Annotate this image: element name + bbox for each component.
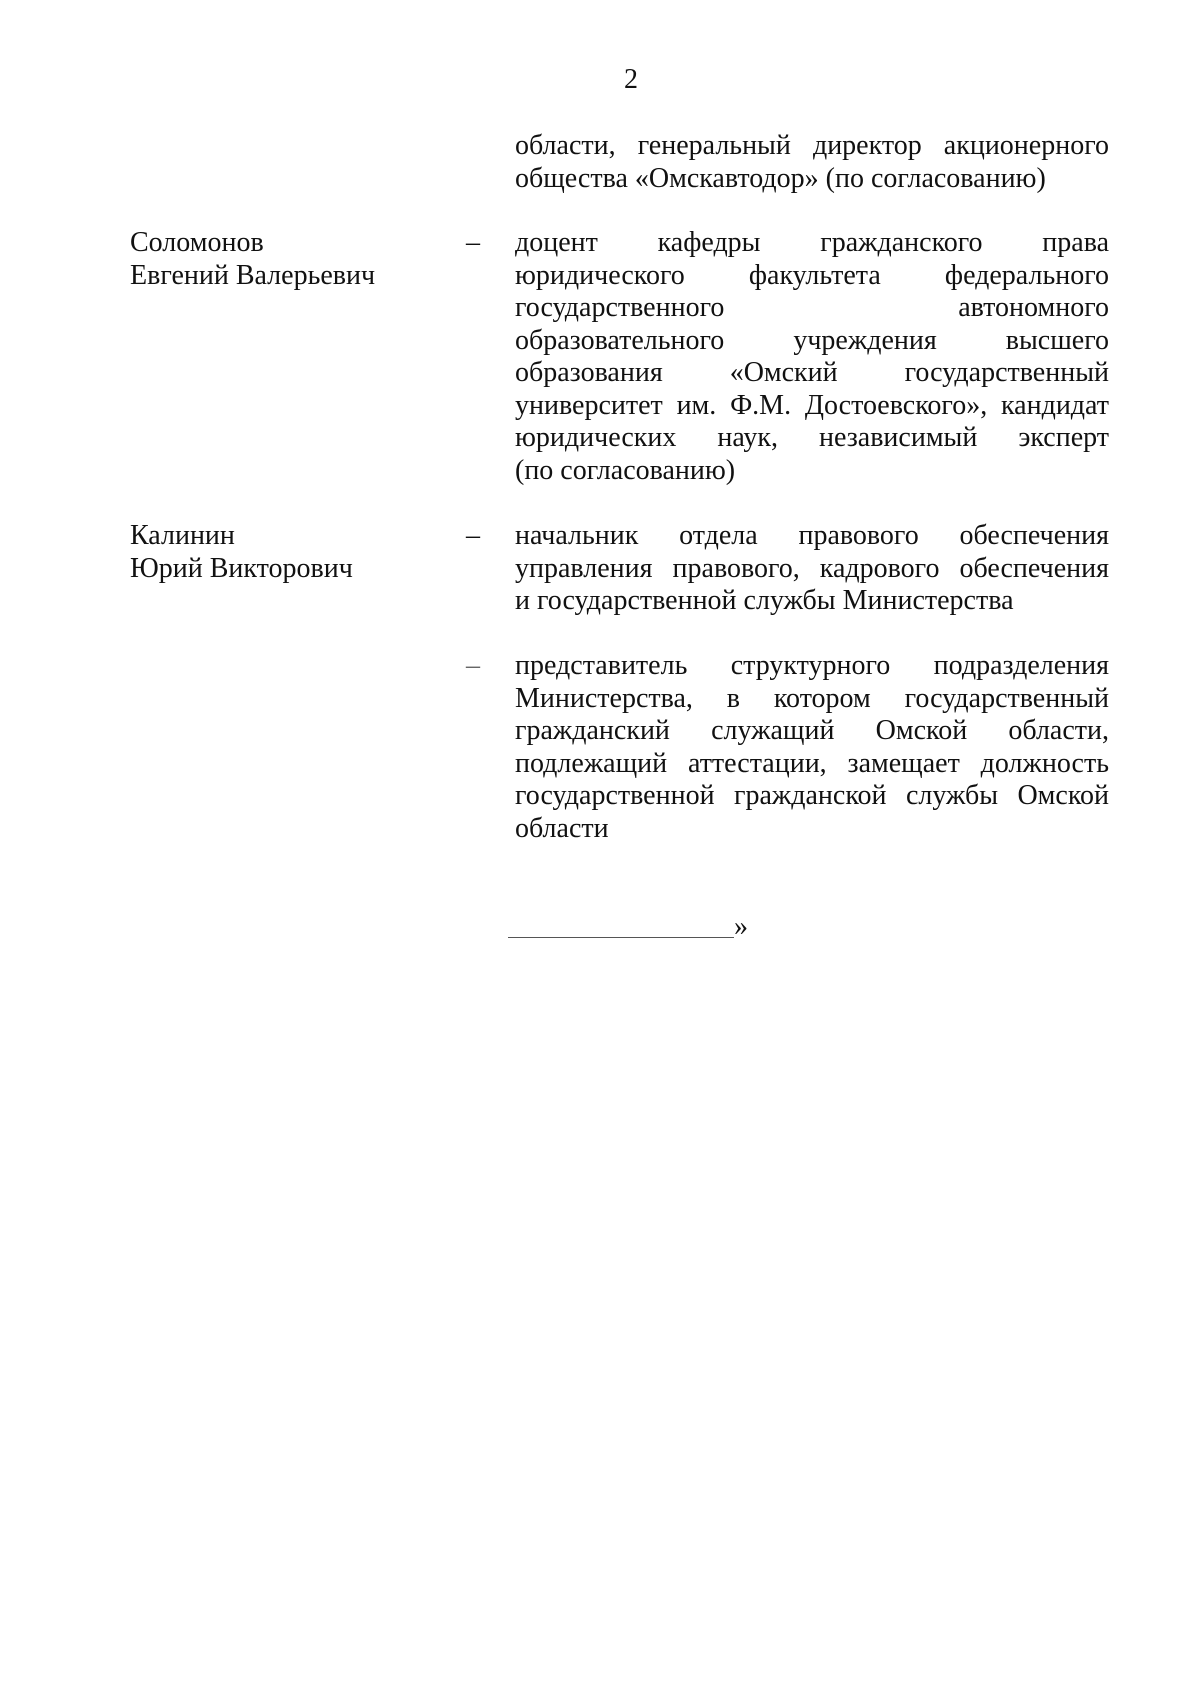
text-line: государственной гражданской службы Омской: [515, 780, 1109, 811]
text-line: (по согласованию): [515, 454, 736, 486]
text-line: подлежащий аттестации, замещает должность: [515, 747, 1109, 779]
text-line: области, генеральный директор акционерного: [515, 130, 1109, 161]
text-line: и государственной службы Министерства: [515, 585, 1014, 616]
dash-separator: –: [466, 227, 480, 258]
page-number: 2: [624, 64, 638, 95]
dash-separator: –: [466, 520, 480, 551]
text-line: доцент кафедры гражданского права: [515, 227, 1109, 258]
text-line: университет им. Ф.М. Достоевского», кандидат: [515, 389, 1109, 421]
continuation-text: [515, 130, 1109, 195]
text-line: управления правового, кадрового обеспечения: [515, 552, 1109, 584]
member-description: [515, 227, 1109, 487]
member-description: [515, 520, 1109, 618]
text-line: гражданский служащий Омской области,: [515, 715, 1109, 746]
member-description: [515, 650, 1109, 845]
text-line: начальник отдела правового обеспечения: [515, 520, 1109, 551]
member-surname: Калинин: [130, 520, 235, 551]
member-surname: Соломонов: [130, 227, 264, 258]
dash-separator: –: [466, 650, 480, 681]
text-line: юридических наук, независимый эксперт: [515, 422, 1109, 453]
text-line: общества «Омскавтодор» (по согласованию): [515, 162, 1046, 194]
member-given-names: Юрий Викторович: [130, 552, 353, 584]
member-name: [130, 520, 450, 585]
text-line: представитель структурного подразделения: [515, 650, 1109, 681]
text-line: Министерства, в котором государственный: [515, 682, 1109, 714]
text-line: образования «Омский государственный: [515, 357, 1109, 388]
text-line: области: [515, 812, 609, 844]
closing-underline: [508, 937, 734, 938]
text-line: государственного автономного: [515, 292, 1109, 323]
text-line: юридического факультета федерального: [515, 259, 1109, 291]
closing-quote: »: [734, 911, 748, 942]
text-line: образовательного учреждения высшего: [515, 324, 1109, 356]
member-given-names: Евгений Валерьевич: [130, 259, 376, 291]
member-name: [130, 227, 450, 292]
